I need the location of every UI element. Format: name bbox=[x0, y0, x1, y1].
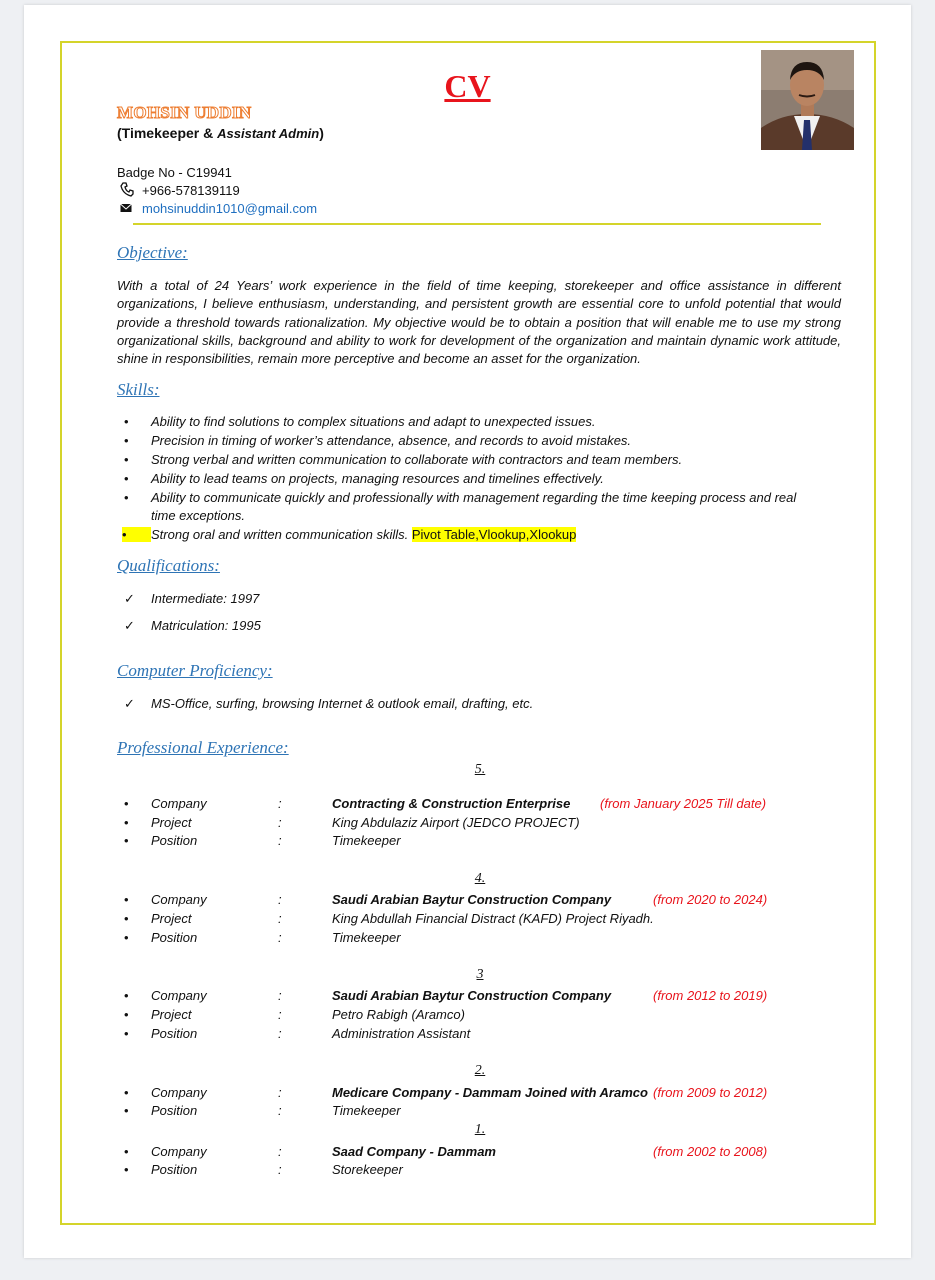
project-name: King Abdulaziz Airport (JEDCO PROJECT) bbox=[332, 815, 580, 830]
company-label: Company bbox=[151, 988, 207, 1003]
bullet: • bbox=[124, 452, 129, 467]
computer-item: MS-Office, surfing, browsing Internet & outlook email, drafting, etc. bbox=[151, 696, 534, 711]
bullet: • bbox=[124, 490, 129, 505]
job-period: (from 2012 to 2019) bbox=[653, 988, 768, 1003]
skill-item: Strong verbal and written communication to collaborate with contractors and team members. bbox=[151, 452, 683, 467]
bullet: • bbox=[124, 1085, 129, 1100]
position-name: Timekeeper bbox=[332, 1103, 401, 1118]
phone-number: +966-578139119 bbox=[142, 183, 240, 198]
candidate-role: (Timekeeper & Assistant Admin) bbox=[117, 125, 324, 141]
colon: : bbox=[278, 1162, 282, 1177]
company-label: Company bbox=[151, 892, 207, 907]
position-label: Position bbox=[151, 1026, 198, 1041]
objective-text: With a total of 24 Years’ work experience in the field of time keeping, storekeeper and office assistance in different organizations, I believe enthusiasm, understanding, and persistent growth are essential core to unfold potential that would provide a threshold towards rationalization. My objective would be to obtain a position that will enable me to use my strong organizational skills, background and ability to work for development of the organization and maintain dynamic work attitude, shine in responsibilities, remain more perceptive and become an asset for the organization. bbox=[117, 278, 841, 367]
position-label: Position bbox=[151, 1103, 198, 1118]
colon: : bbox=[278, 988, 282, 1003]
check-icon: ✓ bbox=[124, 696, 135, 711]
job-period: (from January 2025 Till date) bbox=[600, 796, 767, 811]
bullet: • bbox=[124, 433, 129, 448]
position-name: Timekeeper bbox=[332, 833, 401, 848]
skill-item: Ability to communicate quickly and professionally with management regarding the time keeping process and real bbox=[151, 490, 797, 505]
skill-item: Precision in timing of worker’s attendance, absence, and records to avoid mistakes. bbox=[151, 433, 632, 448]
experience-heading: Professional Experience: bbox=[117, 738, 289, 757]
colon: : bbox=[278, 1103, 282, 1118]
company-name: Medicare Company - Dammam Joined with Aramco bbox=[332, 1085, 648, 1100]
bullet: • bbox=[124, 911, 129, 926]
colon: : bbox=[278, 1007, 282, 1022]
company-name: Saad Company - Dammam bbox=[332, 1144, 496, 1159]
check-icon: ✓ bbox=[124, 618, 135, 633]
bullet-highlighted: • bbox=[122, 527, 151, 542]
objective-heading: Objective: bbox=[117, 243, 188, 262]
bullet: • bbox=[124, 930, 129, 945]
company-name: Contracting & Construction Enterprise bbox=[332, 796, 571, 811]
bullet: • bbox=[124, 1007, 129, 1022]
bullet: • bbox=[124, 1162, 129, 1177]
cv-title: CV bbox=[444, 68, 491, 104]
position-name: Administration Assistant bbox=[332, 1026, 471, 1041]
job-period: (from 2009 to 2012) bbox=[653, 1085, 768, 1100]
colon: : bbox=[278, 1085, 282, 1100]
company-label: Company bbox=[151, 1085, 207, 1100]
job-number: 3 bbox=[476, 967, 484, 982]
colon: : bbox=[278, 911, 282, 926]
envelope-icon bbox=[120, 201, 136, 216]
colon: : bbox=[278, 1144, 282, 1159]
computer-heading: Computer Proficiency: bbox=[117, 661, 273, 680]
project-name: Petro Rabigh (Aramco) bbox=[332, 1007, 465, 1022]
bullet: • bbox=[124, 414, 129, 429]
company-name: Saudi Arabian Baytur Construction Company bbox=[332, 892, 612, 907]
bullet: • bbox=[124, 815, 129, 830]
bullet: • bbox=[124, 1026, 129, 1041]
bullet: • bbox=[124, 1103, 129, 1118]
phone-icon bbox=[120, 182, 136, 200]
skill-item-continued: time exceptions. bbox=[151, 508, 245, 523]
skill-item: Strong oral and written communication skills. Pivot Table,Vlookup,Xlookup bbox=[151, 527, 577, 542]
skill-highlight: Pivot Table,Vlookup,Xlookup bbox=[411, 527, 577, 542]
company-name: Saudi Arabian Baytur Construction Company bbox=[332, 988, 612, 1003]
job-period: (from 2020 to 2024) bbox=[653, 892, 768, 907]
colon: : bbox=[278, 796, 282, 811]
candidate-name: MOHSIN UDDIN bbox=[117, 103, 252, 122]
project-name: King Abdullah Financial Distract (KAFD) Project Riyadh. bbox=[332, 911, 654, 926]
profile-photo bbox=[761, 50, 854, 150]
company-label: Company bbox=[151, 796, 207, 811]
qualification-item: Intermediate: 1997 bbox=[151, 591, 260, 606]
qualification-item: Matriculation: 1995 bbox=[151, 618, 261, 633]
bullet: • bbox=[124, 833, 129, 848]
project-label: Project bbox=[151, 815, 192, 830]
bullet: • bbox=[124, 1144, 129, 1159]
email-link[interactable]: mohsinuddin1010@gmail.com bbox=[142, 201, 318, 216]
bullet: • bbox=[124, 471, 129, 486]
job-number: 4. bbox=[474, 871, 486, 886]
company-label: Company bbox=[151, 1144, 207, 1159]
project-label: Project bbox=[151, 1007, 192, 1022]
project-label: Project bbox=[151, 911, 192, 926]
qualifications-heading: Qualifications: bbox=[117, 556, 220, 575]
position-label: Position bbox=[151, 1162, 198, 1177]
colon: : bbox=[278, 930, 282, 945]
bullet: • bbox=[124, 796, 129, 811]
skill-item: Ability to find solutions to complex situations and adapt to unexpected issues. bbox=[151, 414, 596, 429]
position-name: Timekeeper bbox=[332, 930, 401, 945]
skill-item: Ability to lead teams on projects, managing resources and timelines effectively. bbox=[151, 471, 604, 486]
colon: : bbox=[278, 1026, 282, 1041]
bullet: • bbox=[124, 988, 129, 1003]
position-label: Position bbox=[151, 833, 198, 848]
badge-number: Badge No - C19941 bbox=[117, 165, 232, 180]
bullet: • bbox=[124, 892, 129, 907]
position-label: Position bbox=[151, 930, 198, 945]
skills-heading: Skills: bbox=[117, 380, 160, 399]
page-border bbox=[60, 41, 876, 1225]
job-period: (from 2002 to 2008) bbox=[653, 1144, 768, 1159]
colon: : bbox=[278, 892, 282, 907]
colon: : bbox=[278, 815, 282, 830]
position-name: Storekeeper bbox=[332, 1162, 403, 1177]
header-divider bbox=[133, 223, 821, 225]
colon: : bbox=[278, 833, 282, 848]
job-number: 2. bbox=[474, 1063, 486, 1078]
job-number: 5. bbox=[474, 762, 486, 777]
job-number: 1. bbox=[474, 1122, 486, 1137]
check-icon: ✓ bbox=[124, 591, 135, 606]
